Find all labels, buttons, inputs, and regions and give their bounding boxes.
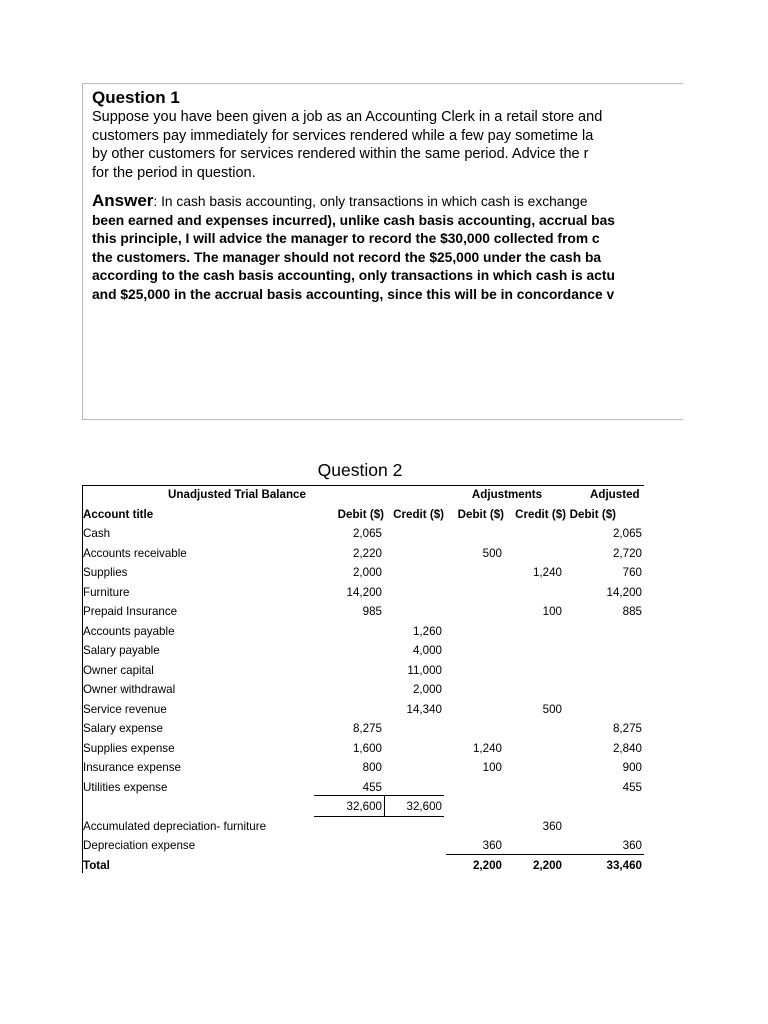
cell-credit-adjustments: 360: [542, 819, 562, 833]
answer-line: : In cash basis accounting, only transactions in which cash is exchange: [153, 194, 588, 209]
answer-line: the customers. The manager should not record the $25,000 under the cash ba: [92, 249, 602, 265]
cell-account: Insurance expense: [83, 761, 181, 774]
cell-account: Supplies expense: [83, 741, 175, 755]
trial-balance-table: [82, 485, 644, 873]
cell-debit-unadjusted: 8,275: [352, 722, 382, 735]
answer-label: Answer: [92, 191, 154, 210]
cell-debit-adjusted: 8,275: [612, 722, 642, 735]
cell-account: Salary expense: [83, 722, 163, 735]
header-credit-adjustments: Credit ($): [515, 507, 566, 521]
cell-debit-adjusted: 900: [622, 761, 642, 774]
cell-credit-adjustments: 100: [542, 605, 562, 618]
answer-line: according to the cash basis accounting, only transactions in which cash is actu: [92, 268, 615, 283]
answer-block: [92, 192, 645, 304]
cell-account: Salary payable: [83, 644, 160, 657]
cell-credit-adjustments: 1,240: [532, 566, 562, 579]
cell-credit-unadjusted: 2,000: [412, 683, 442, 696]
header-debit-adjustments: Debit ($): [457, 507, 504, 521]
cell-debit-unadjusted: 455: [362, 780, 382, 794]
cell-debit-adjustments: 360: [482, 839, 502, 852]
cell-debit-unadjusted: 2,065: [352, 527, 382, 540]
header-account-title: Account title: [83, 507, 154, 521]
subtotal-divider: [384, 795, 385, 817]
header-unadjusted: Unadjusted Trial Balance: [168, 488, 306, 501]
cell-account: Service revenue: [83, 702, 167, 716]
question-2-title: Question 2: [317, 460, 403, 480]
cell-credit-unadjusted: 1,260: [412, 624, 442, 638]
cell-account: Accounts payable: [83, 624, 175, 638]
cell-debit-adjusted: 2,065: [612, 527, 642, 540]
cell-debit-adjusted: 14,200: [606, 585, 642, 599]
cell-account: Utilities expense: [83, 780, 168, 794]
question-1-title: Question 1: [92, 88, 180, 107]
cell-account: Owner withdrawal: [83, 683, 176, 696]
cell-credit-adjustments: 2,200: [532, 858, 562, 872]
cell-account: Accumulated depreciation- furniture: [83, 819, 267, 833]
cell-account: Total: [83, 858, 110, 872]
question-1-line: Suppose you have been given a job as an Accounting Clerk in a retail store and: [92, 109, 603, 125]
answer-line: been earned and expenses incurred), unlike cash basis accounting, accrual bas: [92, 212, 615, 228]
header-debit-adjusted: Debit ($): [569, 507, 616, 521]
question-1-box: [82, 83, 683, 420]
cell-debit-adjusted: 360: [622, 839, 642, 852]
cell-debit-unadjusted: 1,600: [352, 741, 382, 755]
cell-debit-adjusted: 33,460: [606, 858, 642, 872]
cell-debit-unadjusted: 2,220: [352, 546, 382, 560]
cell-account: Prepaid Insurance: [83, 605, 178, 618]
cell-account: Furniture: [83, 585, 130, 599]
answer-line: and $25,000 in the accrual basis accounting, since this will be in concordance v: [92, 286, 615, 302]
cell-debit-unadjusted: 2,000: [352, 566, 382, 579]
cell-account: Owner capital: [83, 663, 154, 677]
question-1-line: for the period in question.: [92, 164, 256, 181]
cell-debit-adjusted: 885: [622, 605, 642, 618]
header-credit-unadjusted: Credit ($): [393, 507, 444, 521]
answer-line: this principle, I will advice the manager to record the $30,000 collected from c: [92, 231, 600, 246]
cell-debit-unadjusted: 800: [362, 761, 382, 774]
cell-account: Depreciation expense: [83, 839, 196, 852]
cell-debit-adjusted: 2,720: [612, 546, 642, 560]
cell-debit-unadjusted: 985: [362, 605, 382, 618]
cell-account: Supplies: [83, 566, 128, 579]
cell-credit-unadjusted: 32,600: [406, 800, 442, 813]
header-adjustments: Adjustments: [471, 488, 543, 501]
question-1-line: customers pay immediately for services rendered while a few pay sometime la: [92, 127, 594, 144]
question-1-line: by other customers for services rendered within the same period. Advice the r: [92, 146, 589, 162]
cell-debit-adjustments: 500: [482, 546, 502, 560]
cell-debit-adjustments: 2,200: [472, 858, 502, 872]
cell-debit-adjusted: 760: [622, 566, 642, 579]
cell-credit-unadjusted: 11,000: [407, 663, 442, 677]
total-rule: [446, 854, 644, 855]
cell-debit-unadjusted: 14,200: [346, 585, 382, 599]
cell-debit-adjustments: 1,240: [472, 741, 502, 755]
cell-credit-unadjusted: 14,340: [406, 702, 442, 716]
cell-debit-adjusted: 2,840: [612, 741, 642, 755]
header-adjusted: Adjusted: [590, 488, 640, 501]
cell-debit-unadjusted: 32,600: [346, 800, 382, 813]
header-debit-unadjusted: Debit ($): [337, 507, 384, 521]
cell-credit-unadjusted: 4,000: [412, 644, 442, 657]
cell-debit-adjustments: 100: [482, 761, 502, 774]
cell-debit-adjusted: 455: [622, 780, 642, 794]
subtotal-bottom-rule: [314, 816, 444, 817]
subtotal-top-rule: [314, 795, 444, 796]
cell-account: Cash: [83, 527, 111, 540]
cell-credit-adjustments: 500: [542, 702, 562, 716]
cell-account: Accounts receivable: [83, 546, 187, 560]
